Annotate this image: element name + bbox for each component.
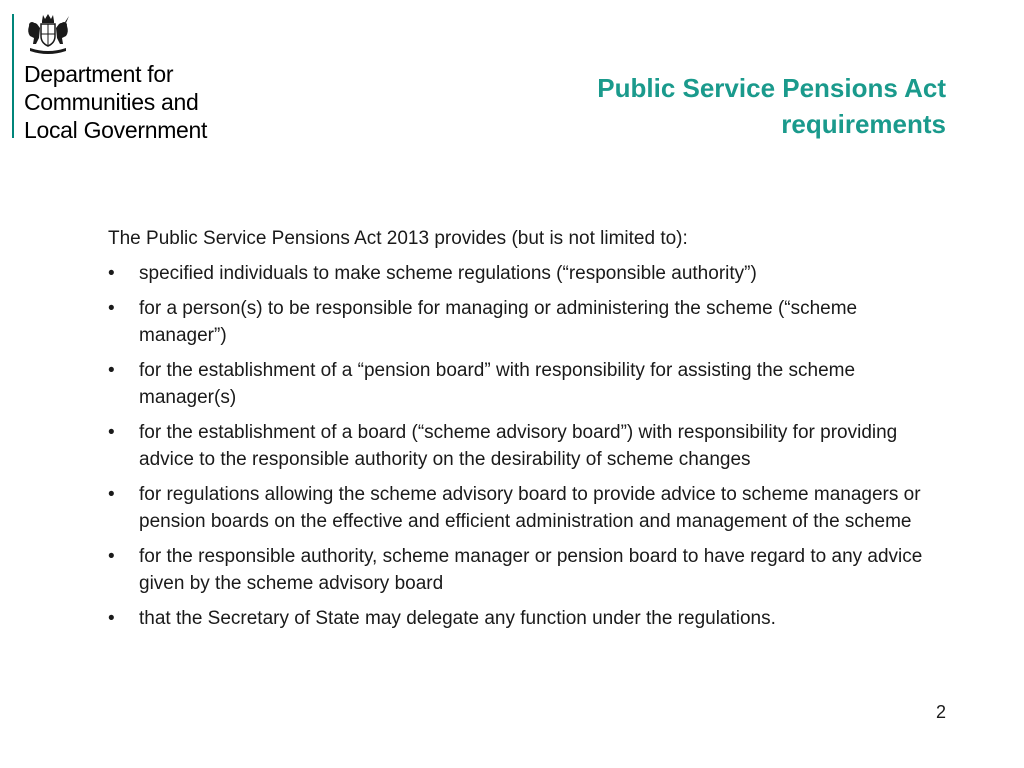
- bullet-item: [108, 357, 948, 411]
- bullet-item: [108, 295, 948, 349]
- bullet-text: for a person(s) to be responsible for managing or administering the scheme (“scheme manager”): [139, 298, 858, 346]
- org-name-line: Local Government: [24, 117, 208, 143]
- bullet-icon: •: [108, 360, 115, 381]
- bullet-item: [108, 260, 948, 287]
- logo-accent-bar: [12, 14, 14, 138]
- org-name-line: Communities and: [24, 89, 199, 115]
- bullet-text: for the establishment of a “pension board” with responsibility for assisting the scheme manager(s): [139, 360, 856, 408]
- organisation-name: [24, 60, 207, 144]
- slide-title-line: requirements: [781, 109, 946, 139]
- bullet-text: specified individuals to make scheme regulations (“responsible authority”): [139, 263, 757, 284]
- bullet-icon: •: [108, 608, 115, 629]
- bullet-icon: •: [108, 422, 115, 443]
- bullet-item: [108, 605, 948, 632]
- org-name-line: Department for: [24, 61, 174, 87]
- slide-body: [108, 225, 948, 640]
- bullet-text: for the responsible authority, scheme manager or pension board to have regard to any advice given by the scheme advisory board: [139, 546, 923, 594]
- bullet-icon: •: [108, 484, 115, 505]
- bullet-item: [108, 419, 948, 473]
- bullet-list: [108, 260, 948, 632]
- bullet-text: for regulations allowing the scheme advisory board to provide advice to scheme managers or pension boards on the effective and efficient administration and management of the scheme: [139, 484, 921, 532]
- bullet-text: for the establishment of a board (“scheme advisory board”) with responsibility for providing advice to the responsible authority on the desirability of scheme changes: [139, 422, 898, 470]
- bullet-icon: •: [108, 546, 115, 567]
- slide-title: [426, 70, 946, 142]
- royal-coat-of-arms-icon: [24, 12, 72, 56]
- bullet-item: [108, 481, 948, 535]
- intro-text: The Public Service Pensions Act 2013 provides (but is not limited to):: [108, 228, 688, 249]
- bullet-text: that the Secretary of State may delegate any function under the regulations.: [139, 608, 776, 629]
- slide-title-line: Public Service Pensions Act: [597, 73, 946, 103]
- bullet-icon: •: [108, 298, 115, 319]
- page-number: 2: [935, 702, 946, 722]
- bullet-icon: •: [108, 263, 115, 284]
- bullet-item: [108, 543, 948, 597]
